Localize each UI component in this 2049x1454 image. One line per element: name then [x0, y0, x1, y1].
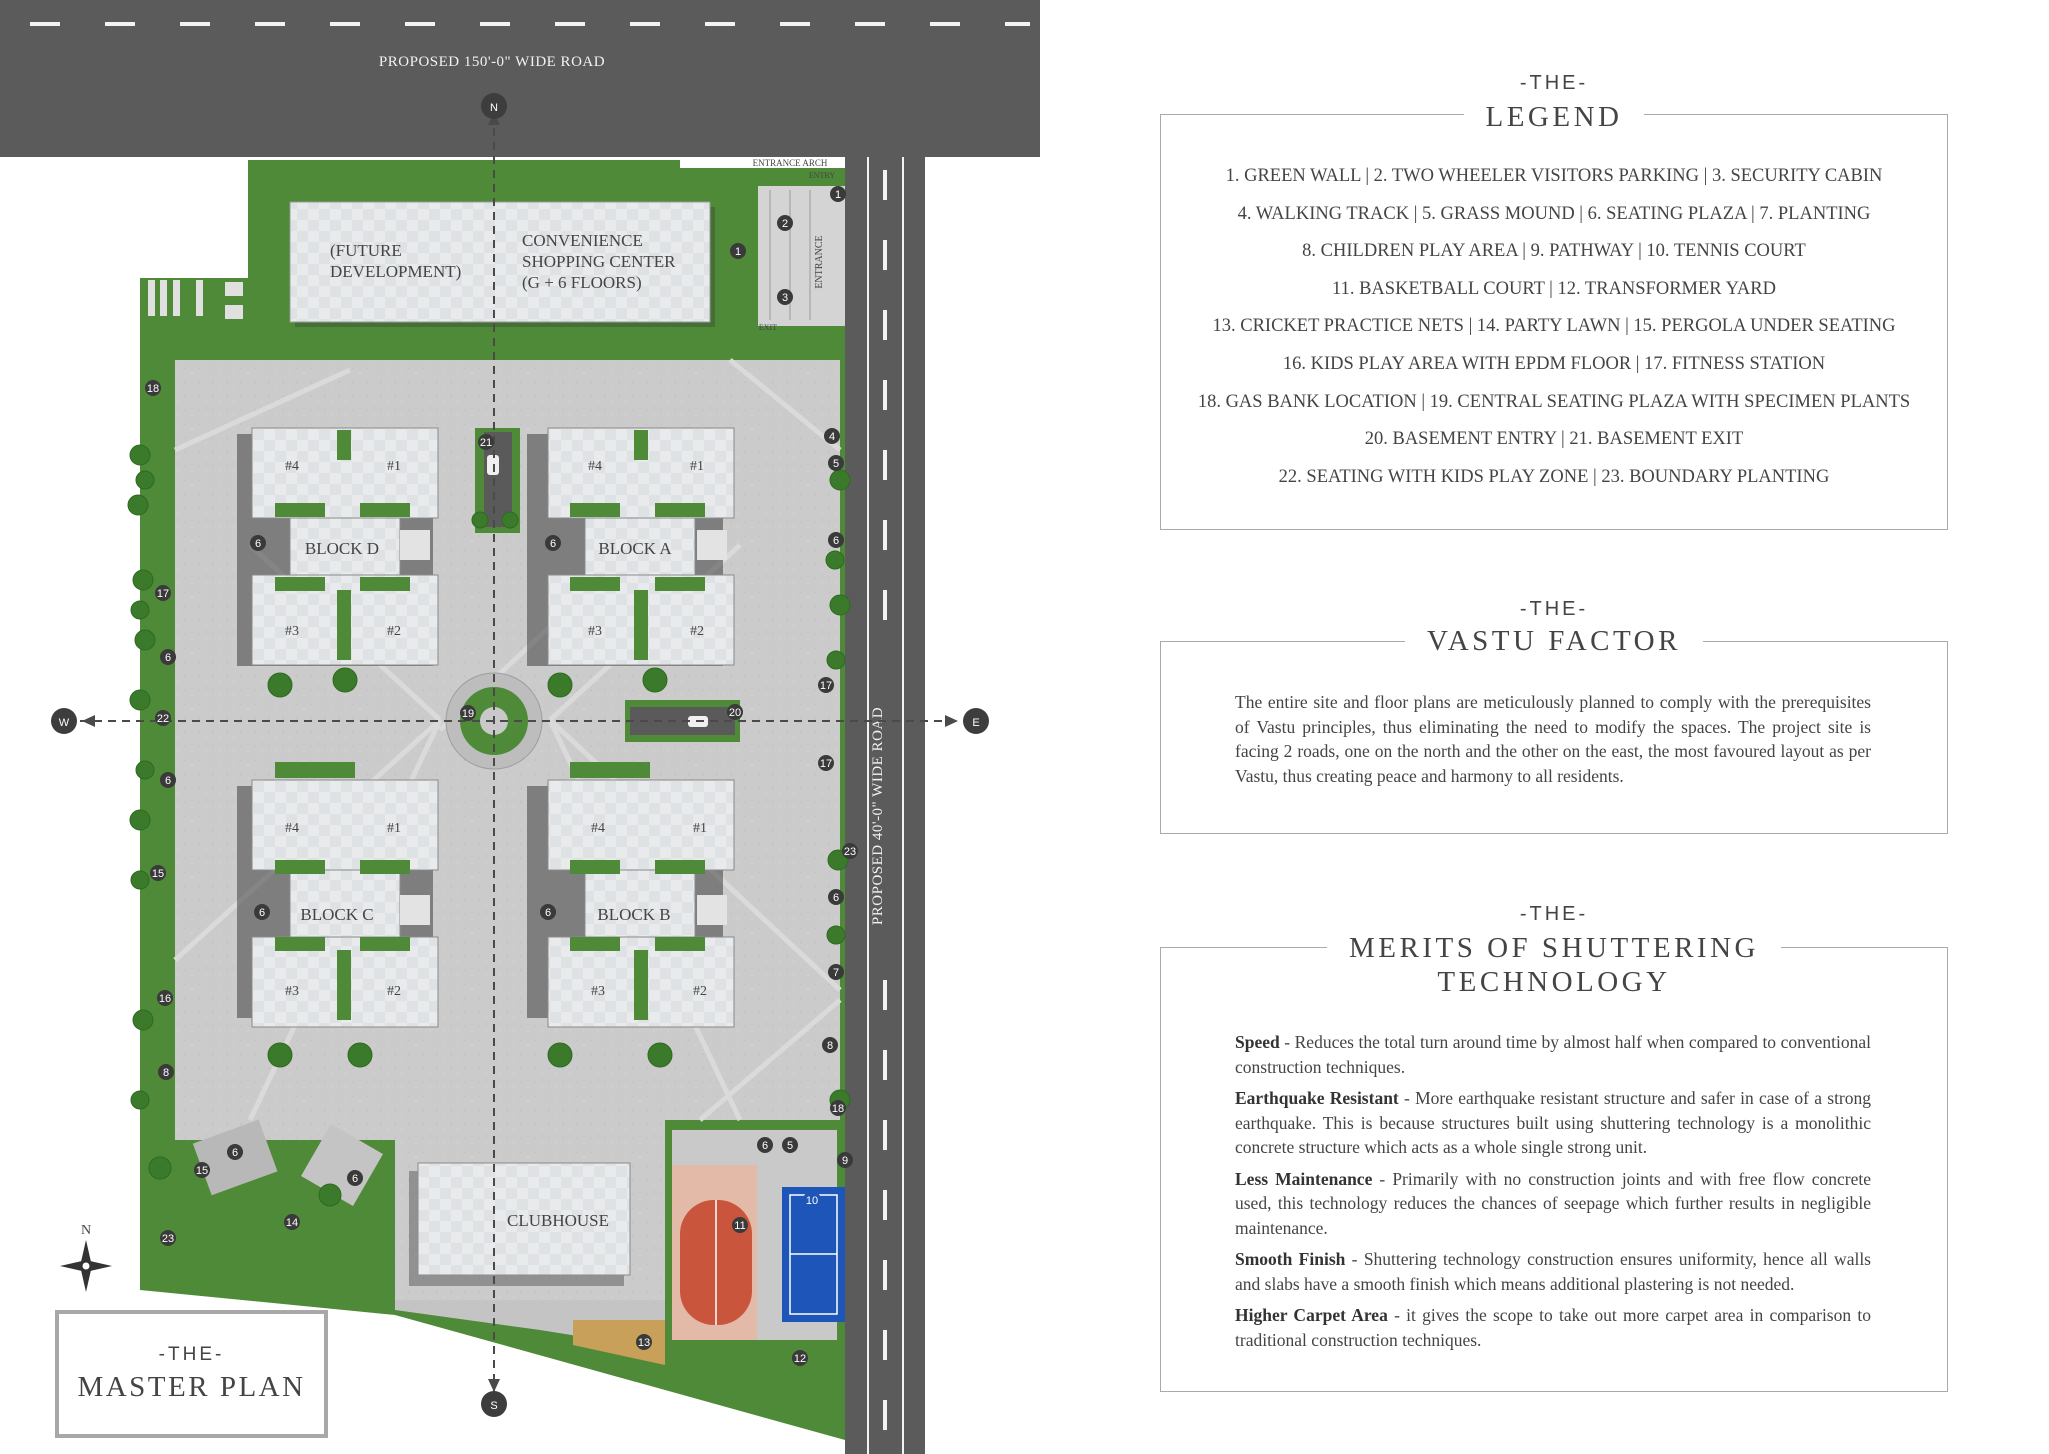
future-development-label: (FUTURE DEVELOPMENT): [330, 241, 462, 281]
vastu-title: VASTU FACTOR: [1160, 624, 1948, 658]
flat-label: #1: [693, 821, 707, 836]
svg-text:17: 17: [819, 758, 833, 770]
vastu-section: [1160, 590, 1948, 840]
merits-list: [1235, 1030, 1871, 1359]
svg-text:6: 6: [832, 535, 840, 547]
block-c-label: BLOCK C: [300, 905, 374, 924]
svg-text:14: 14: [285, 1217, 299, 1229]
legend-item: 13. CRICKET PRACTICE NETS | 14. PARTY LAWN | 15. PERGOLA UNDER SEATING: [1212, 316, 1896, 337]
svg-text:5: 5: [786, 1140, 794, 1152]
svg-text:15: 15: [195, 1165, 209, 1177]
svg-text:18: 18: [831, 1103, 845, 1115]
svg-text:6: 6: [254, 538, 262, 550]
merit-text: - Primarily with no construction joints and with free flow concrete used, this technology reduces the chances of seepage which further results in negligible maintenance.: [1235, 1168, 1871, 1238]
flat-label: #3: [285, 624, 299, 639]
shopping-center-label: CONVENIENCE SHOPPING CENTER (G + 6 FLOORS): [522, 231, 676, 292]
legend-item: 22. SEATING WITH KIDS PLAY ZONE | 23. BOUNDARY PLANTING: [1278, 466, 1830, 487]
svg-text:1: 1: [734, 246, 742, 258]
flat-label: #1: [387, 821, 401, 836]
legend-item: 18. GAS BANK LOCATION | 19. CENTRAL SEATING PLAZA WITH SPECIMEN PLANTS: [1197, 391, 1911, 412]
flat-label: #2: [387, 984, 401, 999]
svg-text:19: 19: [461, 708, 475, 720]
flat-label: #4: [285, 459, 299, 474]
merit-item: [1235, 1030, 1871, 1079]
merits-title-line2: TECHNOLOGY: [1437, 966, 1671, 998]
entrance-label: ENTRANCE: [814, 235, 825, 289]
svg-text:10: 10: [805, 1195, 819, 1207]
merit-text: - Reduces the total turn around time by almost half when compared to conventional construction techniques.: [1235, 1032, 1871, 1077]
svg-text:12: 12: [793, 1353, 807, 1365]
vastu-text: The entire site and floor plans are meticulously planned to comply with the prerequisites of Vastu principles, thus eliminating the need to modify the spaces. The project site is facing 2 roads, one on the north and the other on the east, the most favoured layout as per Vastu, thus creating peace and harmony to all residents.: [1235, 692, 1871, 786]
flat-label: #3: [591, 984, 605, 999]
master-plan-title-box: [55, 1310, 328, 1438]
flat-label: #4: [285, 821, 299, 836]
svg-text:8: 8: [826, 1040, 834, 1052]
merits-kicker: -THE-: [1519, 903, 1589, 925]
flat-label: #2: [690, 624, 704, 639]
compass-west-label: W: [58, 717, 70, 729]
svg-text:6: 6: [231, 1147, 239, 1159]
merit-term: Smooth Finish: [1235, 1249, 1346, 1269]
compass-north-label: N: [490, 102, 498, 114]
flat-label: #1: [690, 459, 704, 474]
master-plan-kicker: -THE-: [158, 1344, 225, 1365]
svg-text:17: 17: [156, 588, 170, 600]
svg-text:6: 6: [164, 775, 172, 787]
svg-text:6: 6: [832, 892, 840, 904]
flat-label: #2: [693, 984, 707, 999]
flat-label: #1: [387, 459, 401, 474]
compass-rose-icon: [60, 1240, 112, 1292]
vastu-kicker: -THE-: [1519, 598, 1589, 620]
svg-text:7: 7: [832, 967, 840, 979]
merits-section: [1160, 895, 1948, 1415]
svg-text:6: 6: [544, 907, 552, 919]
legend-item: 11. BASKETBALL COURT | 12. TRANSFORMER YARD: [1332, 278, 1776, 299]
svg-text:6: 6: [549, 538, 557, 550]
merit-text: - it gives the scope to take out more carpet area in comparison to traditional construction techniques.: [1235, 1305, 1871, 1350]
svg-text:18: 18: [146, 383, 160, 395]
legend-item: 4. WALKING TRACK | 5. GRASS MOUND | 6. SEATING PLAZA | 7. PLANTING: [1237, 203, 1871, 224]
legend-kicker: -THE-: [1519, 72, 1589, 94]
svg-text:11: 11: [734, 1220, 746, 1232]
flat-label: #4: [588, 459, 602, 474]
merit-term: Speed: [1235, 1032, 1280, 1052]
svg-text:15: 15: [151, 868, 165, 880]
svg-text:6: 6: [351, 1173, 359, 1185]
legend-title: LEGEND: [1160, 100, 1948, 134]
merit-term: Higher Carpet Area: [1235, 1305, 1388, 1325]
svg-text:17: 17: [819, 680, 833, 692]
legend-item: 16. KIDS PLAY AREA WITH EPDM FLOOR | 17. FITNESS STATION: [1282, 353, 1826, 374]
east-road-label: PROPOSED 40'-0" WIDE ROAD: [870, 706, 886, 926]
svg-text:22: 22: [156, 713, 170, 725]
merits-title-line1: MERITS OF SHUTTERING: [1160, 931, 1948, 965]
svg-text:6: 6: [761, 1140, 769, 1152]
merit-item: [1235, 1247, 1871, 1296]
entry-label: ENTRY: [808, 171, 836, 180]
flat-label: #3: [588, 624, 602, 639]
compass-east-label: E: [972, 717, 980, 729]
svg-text:1: 1: [834, 189, 842, 201]
svg-text:9: 9: [841, 1155, 849, 1167]
block-d-label: BLOCK D: [304, 539, 380, 558]
legend-list: [1160, 158, 1948, 496]
info-column: [1160, 0, 1960, 1454]
merit-term: Earthquake Resistant: [1235, 1088, 1399, 1108]
merit-item: [1235, 1086, 1871, 1160]
flat-label: #2: [387, 624, 401, 639]
flat-label: #3: [285, 984, 299, 999]
merit-item: [1235, 1303, 1871, 1352]
svg-text:3: 3: [781, 292, 789, 304]
merit-text: - Shuttering technology construction ensures uniformity, hence all walls and slabs have a smooth finish which means additional plastering is not needed.: [1235, 1249, 1871, 1294]
block-c: [237, 762, 438, 1027]
svg-text:20: 20: [728, 707, 742, 719]
legend-item: 1. GREEN WALL | 2. TWO WHEELER VISITORS PARKING | 3. SECURITY CABIN: [1225, 166, 1883, 186]
svg-text:16: 16: [158, 993, 172, 1005]
svg-text:23: 23: [843, 846, 857, 858]
exit-label: EXIT: [758, 323, 778, 332]
compass-rose-north-label: N: [80, 1223, 92, 1238]
master-plan-title: MASTER PLAN: [77, 1371, 306, 1403]
merit-term: Less Maintenance: [1235, 1168, 1373, 1189]
merit-item: [1235, 1167, 1871, 1241]
block-b-label: BLOCK B: [597, 905, 671, 924]
svg-text:4: 4: [828, 431, 836, 443]
block-a-label: BLOCK A: [598, 539, 672, 558]
merit-text: - More earthquake resistant structure and safer in case of a strong earthquake. This is because structures built using shuttering technology is a monolithic concrete structure which acts as a whole single strong unit.: [1235, 1088, 1872, 1157]
clubhouse-label: CLUBHOUSE: [506, 1211, 610, 1230]
north-road-label: PROPOSED 150'-0" WIDE ROAD: [378, 54, 606, 70]
flat-label: #4: [591, 821, 605, 836]
svg-text:8: 8: [162, 1067, 170, 1079]
compass-south-label: S: [490, 1400, 498, 1412]
svg-text:6: 6: [164, 652, 172, 664]
legend-item: 8. CHILDREN PLAY AREA | 9. PATHWAY | 10. TENNIS COURT: [1302, 241, 1806, 262]
svg-text:6: 6: [258, 907, 266, 919]
svg-text:2: 2: [781, 218, 789, 230]
svg-text:13: 13: [637, 1337, 651, 1349]
svg-text:5: 5: [832, 458, 840, 470]
entrance-arch-label: ENTRANCE ARCH: [752, 158, 828, 168]
svg-text:21: 21: [479, 437, 493, 449]
svg-text:23: 23: [161, 1233, 175, 1245]
legend-section: [1160, 0, 1948, 540]
legend-item: 20. BASEMENT ENTRY | 21. BASEMENT EXIT: [1364, 429, 1744, 450]
